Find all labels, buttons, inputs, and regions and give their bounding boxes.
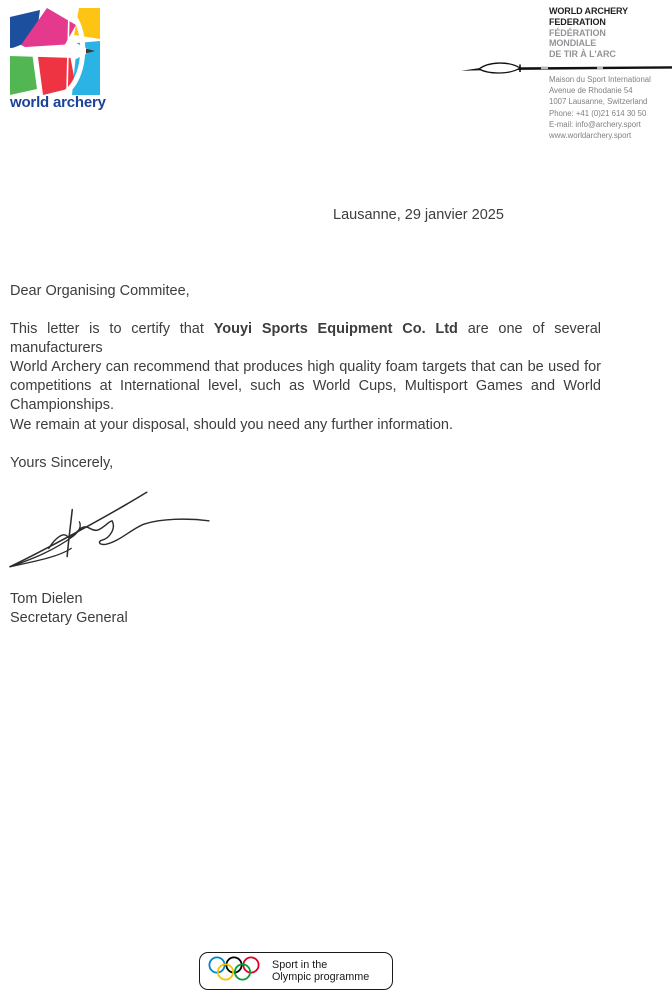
olympic-badge	[199, 952, 393, 990]
address-line: Avenue de Rhodanie 54	[549, 86, 633, 96]
federation-name-fr-line: MONDIALE	[549, 38, 597, 49]
olympic-badge-line: Olympic programme	[272, 971, 370, 983]
paragraph-text: This letter is to certify that	[10, 321, 214, 337]
olympic-rings-icon	[208, 956, 262, 987]
address-line-email: E-mail: info@archery.sport	[549, 119, 641, 129]
paragraph-line	[10, 320, 601, 358]
letter-date: Lausanne, 29 janvier 2025	[333, 207, 504, 223]
world-archery-logo-icon	[10, 8, 100, 100]
wordmark: world archery	[10, 94, 106, 111]
address-line-website: www.worldarchery.sport	[549, 131, 632, 141]
federation-name-fr-line: DE TIR À L'ARC	[549, 49, 616, 60]
paragraph-line: competitions at International level, such as World Cups, Multisport Games and World	[10, 378, 601, 394]
body-paragraph	[10, 320, 601, 415]
company-name: Youyi Sports Equipment Co. Ltd	[213, 321, 458, 337]
body-paragraph-2: We remain at your disposal, should you need any further information.	[10, 417, 454, 433]
address-line: Maison du Sport International	[549, 75, 651, 84]
address-line: 1007 Lausanne, Switzerland	[549, 97, 648, 107]
federation-name-en-line: WORLD ARCHERY	[549, 6, 629, 16]
address-line: Phone: +41 (0)21 614 30 50	[549, 108, 647, 118]
federation-name-en-line: FEDERATION	[549, 16, 606, 27]
signer-name: Tom Dielen	[10, 591, 83, 607]
federation-name	[549, 6, 628, 60]
closing: Yours Sincerely,	[10, 455, 114, 471]
salutation: Dear Organising Commitee,	[10, 283, 190, 299]
olympic-badge-line: Sport in the	[272, 959, 328, 971]
signer-title: Secretary General	[10, 610, 128, 626]
signature-image	[8, 487, 212, 576]
paragraph-line: Championships.	[10, 397, 114, 413]
address-block	[549, 74, 651, 141]
paragraph-text: are one of several manufacturers	[10, 321, 601, 356]
paragraph-line: World Archery can recommend that produces high quality foam targets that can be used for	[10, 359, 601, 375]
signer-block	[10, 590, 128, 628]
olympic-badge-text	[272, 959, 369, 983]
federation-name-fr-line: FÉDÉRATION	[549, 27, 606, 38]
